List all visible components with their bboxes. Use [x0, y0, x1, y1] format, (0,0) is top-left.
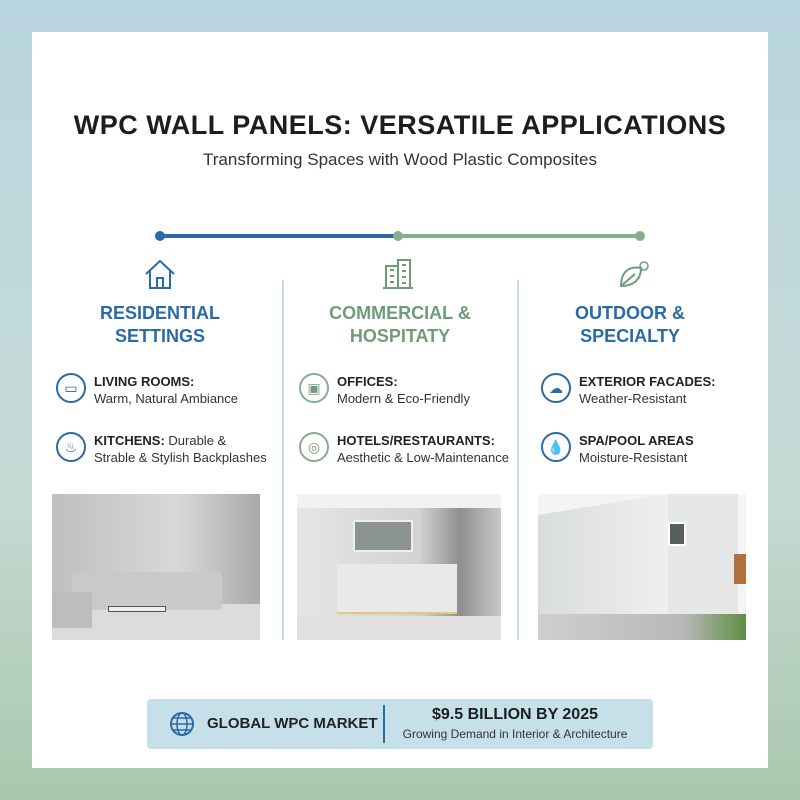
list-item: 💧 SPA/POOL AREAS Moisture-Resistant [541, 432, 694, 466]
exterior-facade-photo [538, 494, 746, 640]
timeline-dot [393, 231, 403, 241]
list-item: ▣ OFFICES: Modern & Eco-Friendly [299, 373, 470, 407]
leaf-sun-icon [617, 256, 653, 292]
column-heading-commercial: COMMERCIAL & HOSPITATY [329, 303, 471, 346]
banner-divider [383, 705, 385, 743]
list-item: ▭ LIVING ROOMS: Warm, Natural Ambiance [56, 373, 238, 407]
market-banner [147, 699, 653, 749]
sofa-icon: ▭ [56, 373, 86, 403]
office-lobby-photo [297, 494, 501, 640]
building-icon [380, 256, 416, 292]
market-value: $9.5 BILLION BY 2025 [432, 706, 598, 723]
list-item: ♨ KITCHENS: Durable & Strable & Stylish Backplashes [56, 432, 267, 466]
column-heading-residential: RESIDENTIAL SETTINGS [99, 303, 220, 346]
market-label: GLOBAL WPC MARKET [207, 715, 378, 732]
water-drop-icon: 💧 [541, 432, 571, 462]
list-item: ◎ HOTELS/RESTAURANTS: Aesthetic & Low-Maintenance [299, 432, 509, 466]
living-room-photo [52, 494, 260, 640]
page-title: WPC WALL PANELS: VERSATILE APPLICATIONS [73, 110, 727, 140]
market-note: Growing Demand in Interior & Architecture [402, 727, 628, 741]
house-icon [142, 256, 178, 292]
sun-cloud-icon: ☁ [541, 373, 571, 403]
briefcase-icon: ▣ [299, 373, 329, 403]
plate-icon: ◎ [299, 432, 329, 462]
column-divider [282, 280, 284, 640]
column-divider [517, 280, 519, 640]
timeline-dot [155, 231, 165, 241]
timeline-blue [160, 234, 398, 238]
globe-icon [169, 711, 195, 737]
column-heading-outdoor: OUTDOOR & SPECIALTY [575, 303, 685, 346]
timeline-dot [635, 231, 645, 241]
list-item: ☁ EXTERIOR FACADES: Weather-Resistant [541, 373, 716, 407]
chef-hat-icon: ♨ [56, 432, 86, 462]
timeline-green [398, 234, 640, 238]
page-subtitle: Transforming Spaces with Wood Plastic Composites [203, 150, 597, 169]
